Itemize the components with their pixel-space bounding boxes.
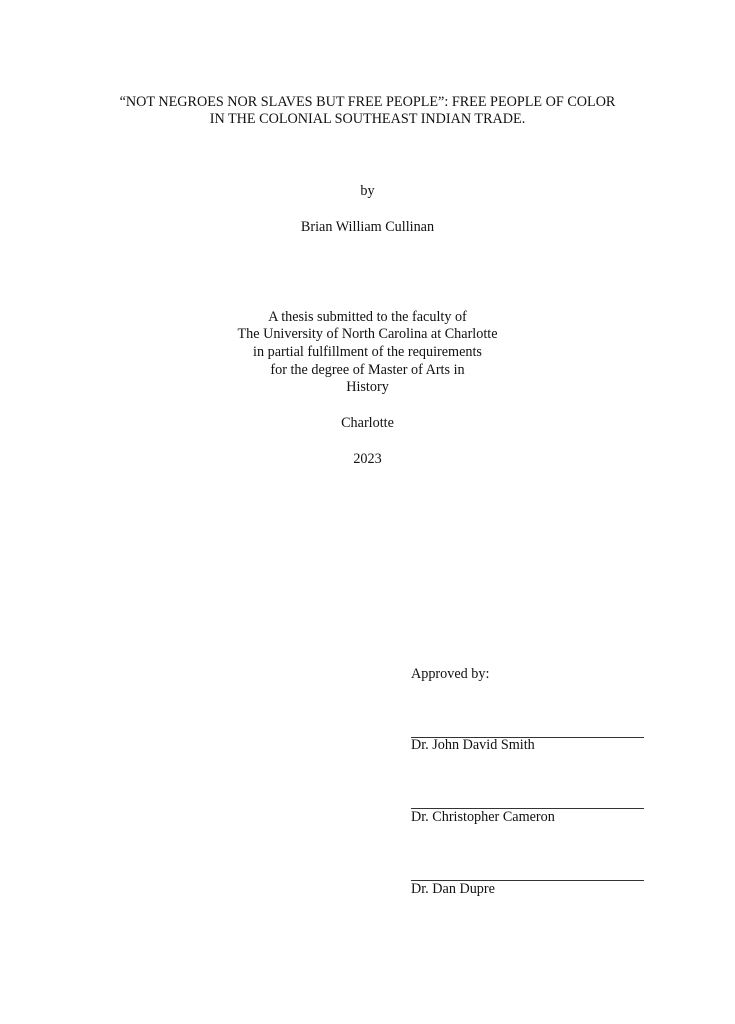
author-name: Brian William Cullinan [300,219,435,235]
submission-line-3: in partial fulfillment of the requirements [253,344,482,360]
signatory-1: Dr. John David Smith [411,737,535,753]
submission-line-4: for the degree of Master of Arts in [270,362,465,378]
city: Charlotte [341,415,394,431]
thesis-title-line-1: “NOT NEGROES NOR SLAVES BUT FREE PEOPLE”: FREE PEOPLE OF COLOR [119,94,616,110]
submission-line-1: A thesis submitted to the faculty of [268,309,467,325]
by-label: by [360,183,375,199]
year: 2023 [353,451,382,467]
approved-by-label: Approved by: [411,666,490,682]
signatory-3: Dr. Dan Dupre [411,881,495,897]
thesis-title-line-2: IN THE COLONIAL SOUTHEAST INDIAN TRADE. [209,111,526,127]
submission-line-5: History [346,379,389,395]
submission-line-2: The University of North Carolina at Charlotte [237,326,498,342]
signatory-2: Dr. Christopher Cameron [411,809,555,825]
